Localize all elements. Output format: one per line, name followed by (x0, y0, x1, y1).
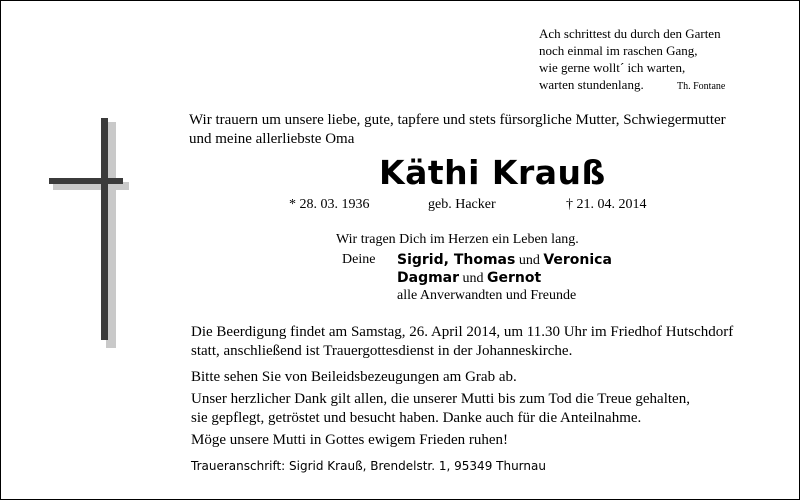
closing-wish: Möge unsere Mutti in Gottes ewigem Frieden ruhen! (191, 432, 509, 448)
birth-date: * 28. 03. 1936 (289, 197, 370, 212)
thanks-line: Unser herzlicher Dank gilt allen, die unserer Mutti bis zum Tod die Treue gehalten, (191, 391, 690, 407)
poem-line: warten stundenlang. (539, 77, 644, 92)
deceased-name: Käthi Krauß (379, 153, 606, 192)
cross-beam-horizontal (49, 178, 123, 184)
thanks-text (191, 390, 690, 428)
condolence-note: Bitte sehen Sie von Beileidsbezeugungen am Grab ab. (191, 369, 517, 385)
thanks-line: sie gepflegt, getröstet und besucht haben. Danke auch für die Anteilnahme. (191, 410, 642, 426)
intro-line: Wir trauern um unsere liebe, gute, tapfere und stets fürsorgliche Mutter, Schwiegermutter (189, 112, 726, 128)
family-conjunction: und (518, 253, 540, 268)
intro-line: und meine allerliebste Oma (189, 131, 355, 147)
funeral-info (191, 323, 733, 361)
poem-line: Ach schrittest du durch den Garten (539, 26, 721, 41)
poem-author: Th. Fontane (677, 81, 726, 92)
intro-text (189, 111, 726, 149)
mourning-address: Traueranschrift: Sigrid Krauß, Brendelstr. 1, 95349 Thurnau (191, 459, 546, 473)
family-conjunction: und (462, 271, 484, 286)
family-line (397, 252, 612, 269)
family-prefix: Deine (342, 252, 376, 267)
poem-line: noch einmal im raschen Gang, (539, 43, 698, 58)
family-line (397, 270, 541, 287)
family-names: Sigrid, Thomas (397, 252, 516, 268)
funeral-line: statt, anschließend ist Trauergottesdienst in der Johanneskirche. (191, 343, 573, 359)
poem-line: wie gerne wollt´ ich warten, (539, 60, 686, 75)
funeral-line: Die Beerdigung findet am Samstag, 26. April 2014, um 11.30 Uhr im Friedhof Hutschdorf (191, 324, 734, 340)
death-date: † 21. 04. 2014 (566, 197, 647, 212)
cross-icon (49, 118, 129, 348)
motto: Wir tragen Dich im Herzen ein Leben lang. (336, 232, 579, 247)
family-names: Dagmar (397, 270, 460, 286)
cross-beam-vertical (101, 118, 108, 340)
maiden-name: geb. Hacker (428, 197, 496, 212)
family-names: Veronica (543, 252, 612, 268)
family-line: alle Anverwandten und Freunde (397, 288, 577, 303)
family-names: Gernot (487, 270, 542, 286)
